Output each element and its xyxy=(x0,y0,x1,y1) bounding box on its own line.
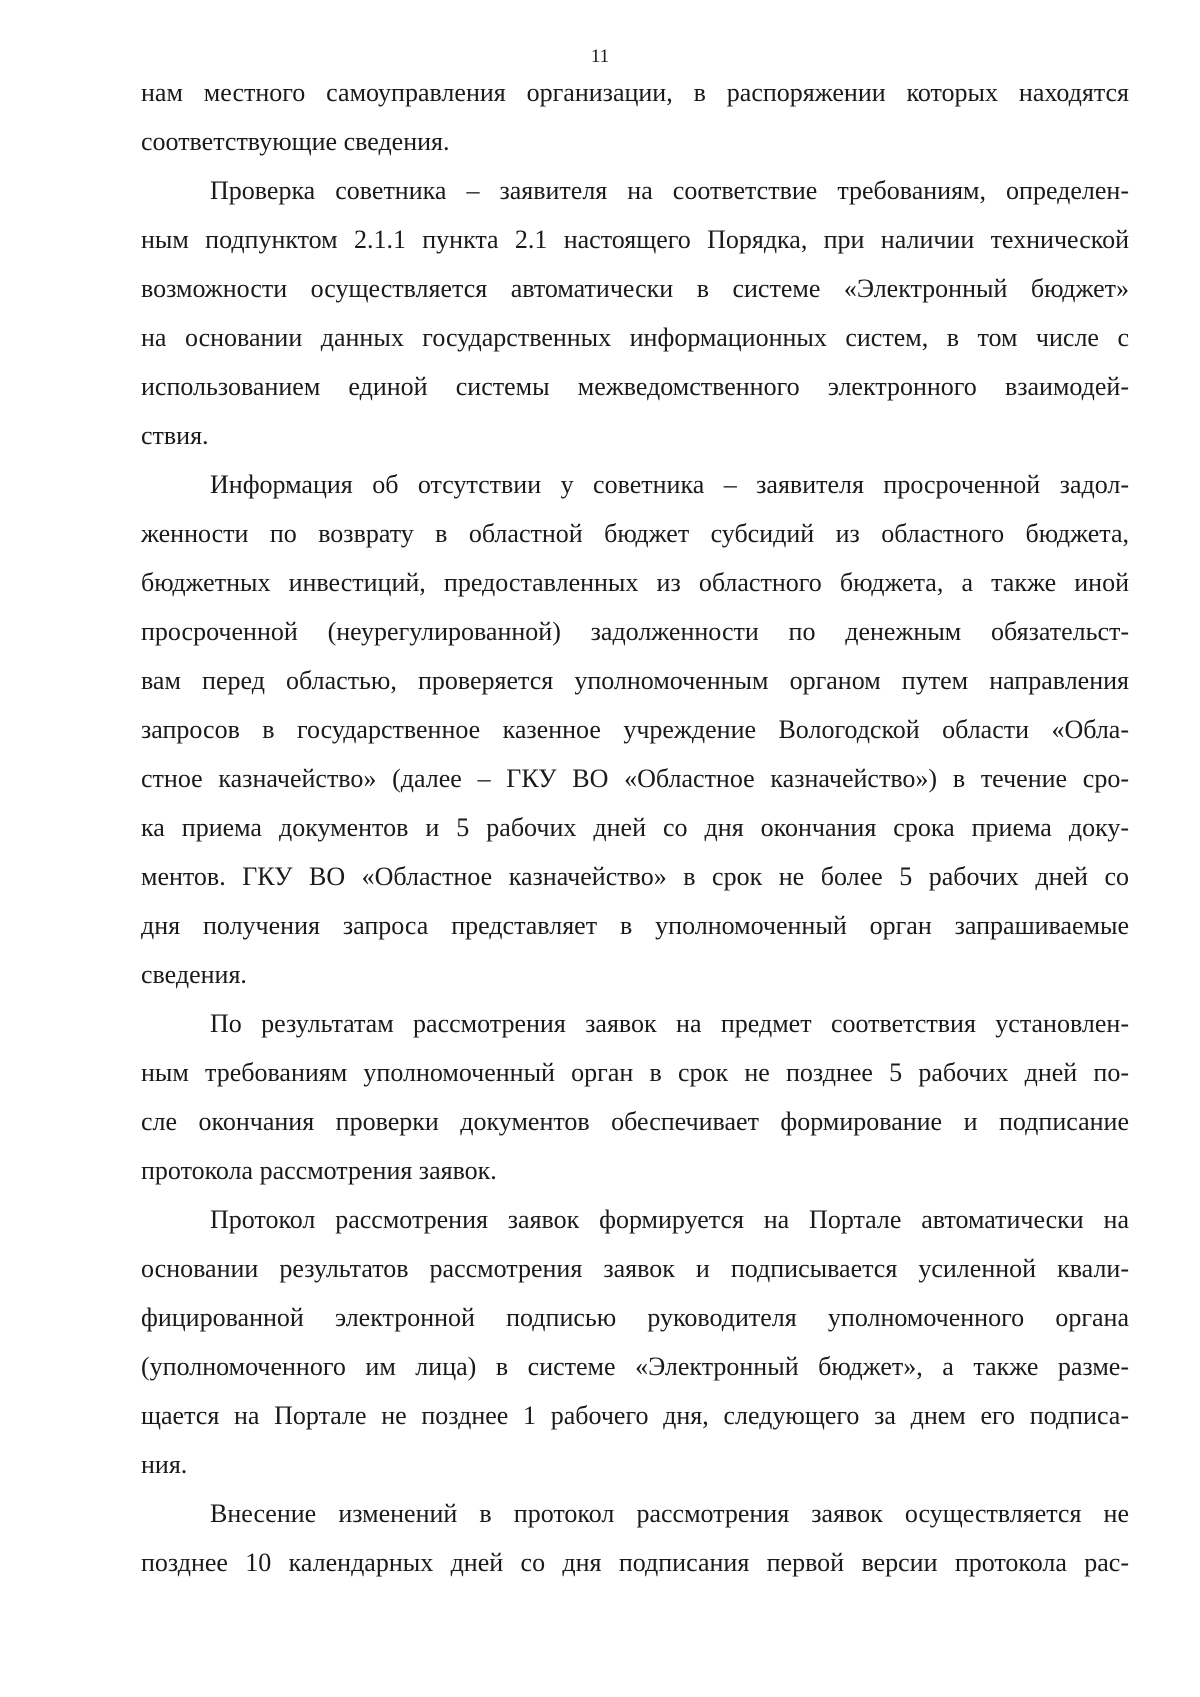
text-line: (уполномоченного им лица) в системе «Электронный бюджет», а также разме- xyxy=(141,1352,1129,1381)
text-line: женности по возврату в областной бюджет субсидий из областного бюджета, xyxy=(141,519,1129,548)
text-line: на основании данных государственных информационных систем, в том числе с xyxy=(141,323,1129,352)
text-line: По результатам рассмотрения заявок на предмет соответствия установлен- xyxy=(210,1009,1129,1038)
text-line: ка приема документов и 5 рабочих дней со дня окончания срока приема доку- xyxy=(141,813,1129,842)
text-line: ствия. xyxy=(141,421,209,450)
text-line: соответствующие сведения. xyxy=(141,127,450,156)
text-line: просроченной (неурегулированной) задолженности по денежным обязательст- xyxy=(141,617,1129,646)
text-line: использованием единой системы межведомственного электронного взаимодей- xyxy=(141,372,1129,401)
text-line: Проверка советника – заявителя на соответствие требованиям, определен- xyxy=(210,176,1129,205)
text-line: Протокол рассмотрения заявок формируется на Портале автоматически на xyxy=(210,1205,1129,1234)
text-line: сведения. xyxy=(141,960,247,989)
text-line: Внесение изменений в протокол рассмотрения заявок осуществляется не xyxy=(210,1499,1129,1528)
text-line: бюджетных инвестиций, предоставленных из областного бюджета, а также иной xyxy=(141,568,1129,597)
text-line: щается на Портале не позднее 1 рабочего дня, следующего за днем его подписа- xyxy=(141,1401,1129,1430)
text-line: запросов в государственное казенное учреждение Вологодской области «Обла- xyxy=(141,715,1129,744)
text-line: сле окончания проверки документов обеспечивает формирование и подписание xyxy=(141,1107,1129,1136)
text-line: протокола рассмотрения заявок. xyxy=(141,1156,497,1185)
document-body xyxy=(141,68,1129,1587)
text-line: ментов. ГКУ ВО «Областное казначейство» в срок не более 5 рабочих дней со xyxy=(141,862,1129,891)
text-line: ным требованиям уполномоченный орган в срок не позднее 5 рабочих дней по- xyxy=(141,1058,1129,1087)
text-line: возможности осуществляется автоматически в системе «Электронный бюджет» xyxy=(141,274,1129,303)
text-line: Информация об отсутствии у советника – заявителя просроченной задол- xyxy=(210,470,1129,499)
text-line: основании результатов рассмотрения заявок и подписывается усиленной квали- xyxy=(141,1254,1129,1283)
page-number: 11 xyxy=(590,46,610,67)
text-line: вам перед областью, проверяется уполномоченным органом путем направления xyxy=(141,666,1129,695)
text-line: ным подпунктом 2.1.1 пункта 2.1 настоящего Порядка, при наличии технической xyxy=(141,225,1129,254)
text-line: ния. xyxy=(141,1450,188,1479)
text-line: фицированной электронной подписью руководителя уполномоченного органа xyxy=(141,1303,1129,1332)
text-line: нам местного самоуправления организации, в распоряжении которых находятся xyxy=(141,78,1129,107)
text-line: дня получения запроса представляет в уполномоченный орган запрашиваемые xyxy=(141,911,1129,940)
text-line: стное казначейство» (далее – ГКУ ВО «Областное казначейство») в течение сро- xyxy=(141,764,1129,793)
text-line: позднее 10 календарных дней со дня подписания первой версии протокола рас- xyxy=(141,1548,1129,1577)
